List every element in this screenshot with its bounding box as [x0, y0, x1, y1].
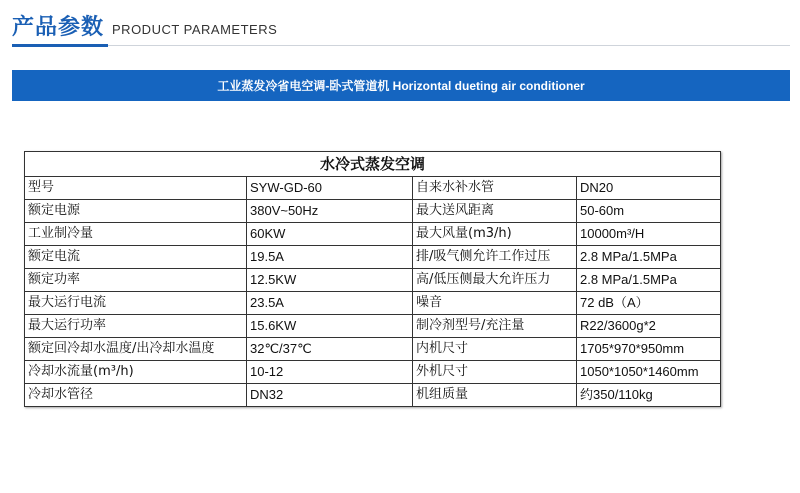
param-value: 12.5KW — [247, 269, 413, 292]
param-value: 1705*970*950mm — [577, 338, 721, 361]
param-value: 10000m³/H — [577, 223, 721, 246]
param-label: 额定电源 — [25, 200, 247, 223]
param-value: 1050*1050*1460mm — [577, 361, 721, 384]
param-value: 约350/110kg — [577, 384, 721, 407]
banner-text: 工业蒸发冷省电空调-卧式管道机 Horizontal dueting air conditioner — [217, 79, 585, 93]
param-label: 冷却水流量(m³/h) — [25, 361, 247, 384]
section-subtitle: PRODUCT PARAMETERS — [112, 22, 278, 37]
param-label: 额定电流 — [25, 246, 247, 269]
param-label: 制冷剂型号/充注量 — [413, 315, 577, 338]
table-row — [25, 292, 721, 315]
param-label: 冷却水管径 — [25, 384, 247, 407]
table-title-row — [25, 152, 721, 177]
header-divider — [12, 45, 790, 46]
param-label: 机组质量 — [413, 384, 577, 407]
product-banner — [12, 70, 790, 101]
param-value: R22/3600g*2 — [577, 315, 721, 338]
param-label: 外机尺寸 — [413, 361, 577, 384]
param-value: 19.5A — [247, 246, 413, 269]
param-value: 60KW — [247, 223, 413, 246]
param-value: 15.6KW — [247, 315, 413, 338]
section-header — [12, 12, 277, 44]
param-value: SYW-GD-60 — [247, 177, 413, 200]
param-value: 10-12 — [247, 361, 413, 384]
param-value: 32℃/37℃ — [247, 338, 413, 361]
spec-table — [24, 151, 721, 407]
param-value: 380V~50Hz — [247, 200, 413, 223]
param-label: 噪音 — [413, 292, 577, 315]
param-label: 额定功率 — [25, 269, 247, 292]
table-row — [25, 315, 721, 338]
table-row — [25, 384, 721, 407]
param-label: 自来水补水管 — [413, 177, 577, 200]
param-value: 2.8 MPa/1.5MPa — [577, 246, 721, 269]
table-row — [25, 361, 721, 384]
param-value: DN32 — [247, 384, 413, 407]
param-value: 2.8 MPa/1.5MPa — [577, 269, 721, 292]
table-row — [25, 223, 721, 246]
param-label: 最大运行电流 — [25, 292, 247, 315]
param-label: 内机尺寸 — [413, 338, 577, 361]
table-row — [25, 269, 721, 292]
table-title: 水冷式蒸发空调 — [25, 152, 721, 177]
param-label: 最大运行功率 — [25, 315, 247, 338]
section-title: 产品参数 — [12, 15, 105, 40]
param-label: 型号 — [25, 177, 247, 200]
param-label: 高/低压侧最大允许压力 — [413, 269, 577, 292]
param-label: 排/吸气侧允许工作过压 — [413, 246, 577, 269]
header-accent-underline — [12, 44, 108, 47]
param-label: 最大送风距离 — [413, 200, 577, 223]
table-row — [25, 246, 721, 269]
param-value: 23.5A — [247, 292, 413, 315]
param-label: 工业制冷量 — [25, 223, 247, 246]
param-value: 72 dB（A） — [577, 292, 721, 315]
param-label: 额定回冷却水温度/出冷却水温度 — [25, 338, 247, 361]
param-label: 最大风量(m3/h) — [413, 223, 577, 246]
param-value: DN20 — [577, 177, 721, 200]
table-row — [25, 177, 721, 200]
table-row — [25, 338, 721, 361]
param-value: 50-60m — [577, 200, 721, 223]
table-row — [25, 200, 721, 223]
